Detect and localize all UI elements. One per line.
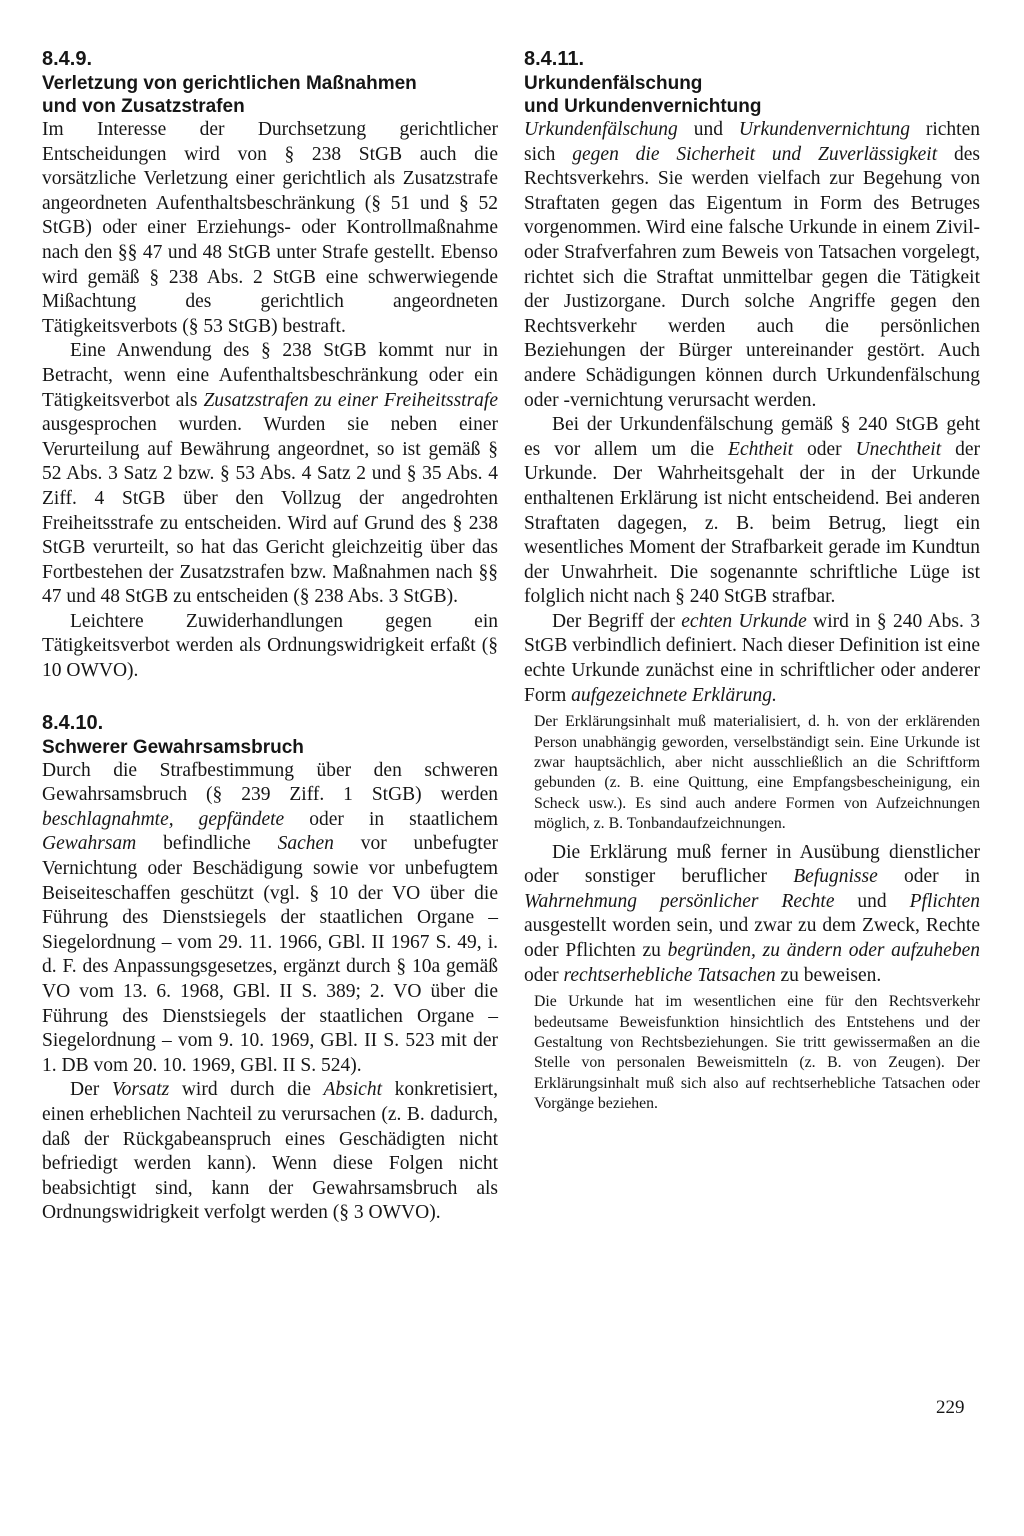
- section-title-8-4-9-line-1: Verletzung von gerichtlichen Maßnahmen: [42, 73, 417, 94]
- paragraph-9: Die Erklärung muß ferner in Ausübung dienstlicher oder sonstiger beruflicher Befugnisse oder in Wahrnehmung persönlicher Rechte und Pflichten ausgestellt worden sein, und zwar zu dem Zweck, Rechte oder Pflichten zu begründen, zu ändern oder aufzuheben oder rechtserhebliche Tatsachen zu beweisen.: [524, 841, 981, 986]
- right-column: [524, 46, 980, 1121]
- small-print-note-1: Der Erklärungsinhalt muß materialisiert, d. h. von der erklärenden Person unabhängig geworden, verselbständigt sein. Eine Urkunde ist zwar hauptsächlich, aber nicht ausschließlich an die Schriftform gebunden (z. B. eine Quittung, eine Empfangsbescheinigung, ein Scheck usw.). Es sind auch andere Formen von Aufzeichnungen möglich, z. B. Tonbandaufzeichnungen.: [534, 713, 980, 833]
- paragraph-5: Der Vorsatz wird durch die Absicht konkretisiert, einen erheblichen Nachteil zu verursachen (z. B. dadurch, daß der Rückgabeanspruch eines Geschädigten nicht befriedigt werden kann). Wenn diese Folgen nicht beabsichtigt sind, kann der Gewahrsamsbruch als Ordnungswidrigkeit verfolgt werden (§ 3 OWVO).: [42, 1079, 499, 1224]
- paragraph-6: Urkundenfälschung und Urkundenvernichtung richten sich gegen die Sicherheit und Zuverlässigkeit des Rechtsverkehrs. Sie werden vielfach zur Begehung von Straftaten gegen das Eigentum in Form des Betruges vorgenommen. Wird eine falsche Urkunde in einem Zivil- oder Strafverfahren zum Beweis von Tatsachen vorgelegt, richtet sich die Straftat unmittelbar gegen die Tätigkeit der Justizorgane. Durch solche Angriffe gegen den Rechtsverkehr werden auch die persönlichen Beziehungen der Bürger untereinander gestört. Auch andere Schädigungen können durch Urkundenfälschung oder -vernichtung verursacht werden.: [524, 119, 980, 411]
- paragraph-2: Eine Anwendung des § 238 StGB kommt nur in Betracht, wenn eine Aufenthaltsbeschränkung oder ein Tätigkeitsverbot als Zusatzstrafen zu einer Freiheitsstrafe ausgesprochen wurden. Wurden sie neben einer Verurteilung auf Bewährung angeordnet, so ist gemäß § 52 Abs. 3 Satz 2 bzw. § 53 Abs. 4 Satz 2 und § 35 Abs. 4 Ziff. 4 StGB über den Vollzug der angedrohten Freiheitsstrafe zu entscheiden. Wird auf Grund des § 238 StGB verurteilt, so hat das Gericht gleichzeitig über das Fortbestehen der Zusatzstrafen bzw. Maßnahmen nach §§ 47 und 48 StGB zu entscheiden (§ 238 Abs. 3 StGB).: [42, 340, 498, 608]
- section-title-8-4-11-line-2: und Urkundenvernichtung: [524, 96, 762, 117]
- paragraph-7: Bei der Urkundenfälschung gemäß § 240 StGB geht es vor allem um die Echtheit oder Unechtheit der Urkunde. Der Wahrheitsgehalt der in der Urkunde enthaltenen Erklärung ist nicht entscheidend. Bei anderen Straftaten dagegen, z. B. beim Betrug, liegt ein wesentliches Moment der Strafbarkeit gerade im Kundtun der Unwahrheit. Die sogenannte schriftliche Lüge ist folglich nicht nach § 240 StGB strafbar.: [524, 414, 981, 608]
- section-title-8-4-9-line-2: und von Zusatzstrafen: [42, 96, 245, 117]
- paragraph-8: Der Begriff der echten Urkunde wird in § 240 Abs. 3 StGB verbindlich definiert. Nach dieser Definition ist eine echte Urkunde zunächst eine in schriftlicher oder anderer Form aufgezeichnete Erklärung.: [524, 610, 980, 706]
- section-title-8-4-10: Schwerer Gewahrsamsbruch: [42, 736, 304, 758]
- left-column: [42, 46, 498, 1226]
- paragraph-3: Leichtere Zuwiderhandlungen gegen ein Tätigkeitsverbot werden als Ordnungswidrigkeit erfaßt (§ 10 OWVO).: [42, 610, 498, 682]
- paragraph-1: Im Interesse der Durchsetzung gerichtlicher Entscheidungen wird von § 238 StGB auch die vorsätzliche Verletzung einer gerichtlich als Zusatzstrafe angeordneten Aufenthaltsbeschränkung (§ 51 und § 52 StGB) oder einer Erziehungs- oder Kontrollmaßnahme nach den §§ 47 und 48 StGB unter Strafe gestellt. Ebenso wird gemäß § 238 Abs. 2 StGB eine schwerwiegende Mißachtung des gerichtlich angeordneten Tätigkeitsverbots (§ 53 StGB) bestraft.: [42, 119, 498, 337]
- section-number-8-4-10: 8.4.10.: [42, 711, 104, 734]
- page-number: 229: [936, 1397, 965, 1418]
- small-print-note-2: Die Urkunde hat im wesentlichen eine für den Rechtsverkehr bedeutsame Beweisfunktion hinsichtlich des Entstehens und der Gestaltung von Rechtsbeziehungen. Sie tritt gewissermaßen an die Stelle von personalen Beweismitteln (z. B. von Zeugen). Der Erklärungsinhalt muß sich also auf rechtserhebliche Tatsachen oder Vorgänge beziehen.: [534, 993, 980, 1113]
- section-number-8-4-11: 8.4.11.: [524, 48, 585, 70]
- section-spacer: [42, 684, 498, 710]
- section-title-8-4-11-line-1: Urkundenfälschung: [524, 73, 703, 94]
- paragraph-4: Durch die Strafbestimmung über den schweren Gewahrsamsbruch (§ 239 Ziff. 1 StGB) werden beschlagnahmte, gepfändete oder in staatlichem Gewahrsam befindliche Sachen vor unbefugter Vernichtung oder Beschädigung sowie vor unbefugtem Beiseiteschaffen geschützt (vgl. § 10 der VO über die Führung des Dienstsiegels der staatlichen Organe – Siegelordnung – vom 29. 11. 1966, GBl. II 1967 S. 49, i. d. F. des Anpassungsgesetzes, ergänzt durch § 10a gemäß VO vom 13. 6. 1968, GBl. II S. 389; 2. VO über die Führung des Dienstsiegels der staatlichen Organe – Siegelordnung – vom 9. 10. 1969, GBl. II S. 523 mit der 1. DB vom 20. 10. 1969, GBl. II S. 524).: [42, 759, 498, 1076]
- section-number-8-4-9: 8.4.9.: [42, 48, 93, 70]
